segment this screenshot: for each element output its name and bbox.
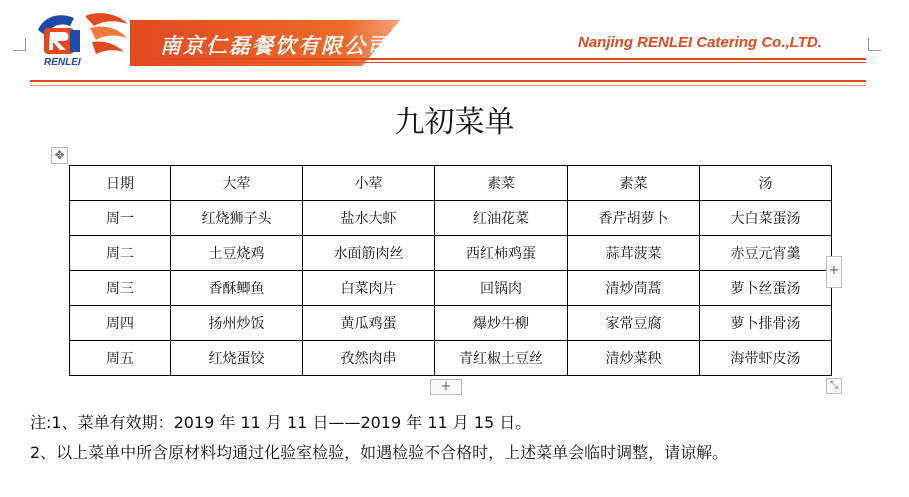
page-corner-mark — [868, 38, 881, 51]
dish-cell[interactable]: 孜然肉串 — [303, 341, 435, 376]
dish-cell[interactable]: 回锅肉 — [435, 271, 568, 306]
dish-cell[interactable]: 水面筋肉丝 — [303, 236, 435, 271]
dish-cell[interactable]: 赤豆元宵羹 — [700, 236, 832, 271]
dish-cell[interactable]: 萝卜丝蛋汤 — [700, 271, 832, 306]
company-logo — [30, 8, 130, 68]
dish-cell[interactable]: 红烧狮子头 — [171, 201, 303, 236]
dish-cell[interactable]: 扬州炒饭 — [171, 306, 303, 341]
table-row — [70, 341, 832, 376]
dish-cell[interactable]: 大荤 — [171, 166, 303, 201]
day-cell[interactable]: 周四 — [70, 306, 171, 341]
dish-cell[interactable]: 红油花菜 — [435, 201, 568, 236]
add-row-button[interactable] — [430, 379, 462, 395]
day-cell[interactable]: 周五 — [70, 341, 171, 376]
dish-cell[interactable]: 汤 — [700, 166, 832, 201]
day-cell[interactable]: 周一 — [70, 201, 171, 236]
dish-cell[interactable]: 黄瓜鸡蛋 — [303, 306, 435, 341]
dish-cell[interactable]: 家常豆腐 — [568, 306, 700, 341]
header-stripe — [130, 62, 866, 63]
dish-cell[interactable]: 小荤 — [303, 166, 435, 201]
dish-cell[interactable]: 西红柿鸡蛋 — [435, 236, 568, 271]
table-row — [70, 236, 832, 271]
header-stripe — [130, 58, 866, 60]
dish-cell[interactable]: 清炒菜秧 — [568, 341, 700, 376]
table-header-row — [70, 166, 832, 201]
dish-cell[interactable]: 素菜 — [435, 166, 568, 201]
dish-cell[interactable]: 爆炒牛柳 — [435, 306, 568, 341]
company-name-cn: 南京仁磊餐饮有限公司 — [160, 34, 390, 58]
plus-icon: + — [440, 379, 452, 394]
dish-cell[interactable]: 香酥鲫鱼 — [171, 271, 303, 306]
note-validity: 注:1、菜单有效期：2019 年 11 月 11 日——2019 年 11 月 15 日。 — [30, 413, 532, 432]
dish-cell[interactable]: 盐水大虾 — [303, 201, 435, 236]
dish-cell[interactable]: 土豆烧鸡 — [171, 236, 303, 271]
menu-table — [69, 165, 832, 376]
move-icon: ✥ — [54, 148, 65, 162]
dish-cell[interactable]: 萝卜排骨汤 — [700, 306, 832, 341]
day-cell[interactable]: 周三 — [70, 271, 171, 306]
header-divider — [30, 85, 866, 86]
logo-text: RENLEI — [44, 57, 81, 68]
table-row — [70, 271, 832, 306]
dish-cell[interactable]: 素菜 — [568, 166, 700, 201]
table-row — [70, 306, 832, 341]
resize-icon: ⤡ — [830, 380, 838, 391]
day-cell[interactable]: 周二 — [70, 236, 171, 271]
note-disclaimer: 2、以上菜单中所含原材料均通过化验室检验，如遇检验不合格时，上述菜单会临时调整，请谅解。 — [30, 443, 729, 462]
table-move-handle[interactable] — [51, 147, 68, 164]
dish-cell[interactable]: 清炒茼蒿 — [568, 271, 700, 306]
add-column-button[interactable] — [826, 256, 842, 288]
dish-cell[interactable]: 海带虾皮汤 — [700, 341, 832, 376]
day-cell[interactable]: 日期 — [70, 166, 171, 201]
page-title: 九初菜单 — [394, 105, 515, 140]
dish-cell[interactable]: 蒜茸菠菜 — [568, 236, 700, 271]
dish-cell[interactable]: 青红椒土豆丝 — [435, 341, 568, 376]
company-name-en: Nanjing RENLEI Catering Co.,LTD. — [578, 34, 822, 51]
page-corner-mark — [13, 38, 26, 51]
header-divider — [30, 80, 866, 82]
table-row — [70, 201, 832, 236]
dish-cell[interactable]: 香芹胡萝卜 — [568, 201, 700, 236]
dish-cell[interactable]: 红烧蛋饺 — [171, 341, 303, 376]
dish-cell[interactable]: 白菜肉片 — [303, 271, 435, 306]
table-resize-handle[interactable] — [826, 378, 842, 394]
dish-cell[interactable]: 大白菜蛋汤 — [700, 201, 832, 236]
plus-icon: + — [828, 263, 840, 278]
